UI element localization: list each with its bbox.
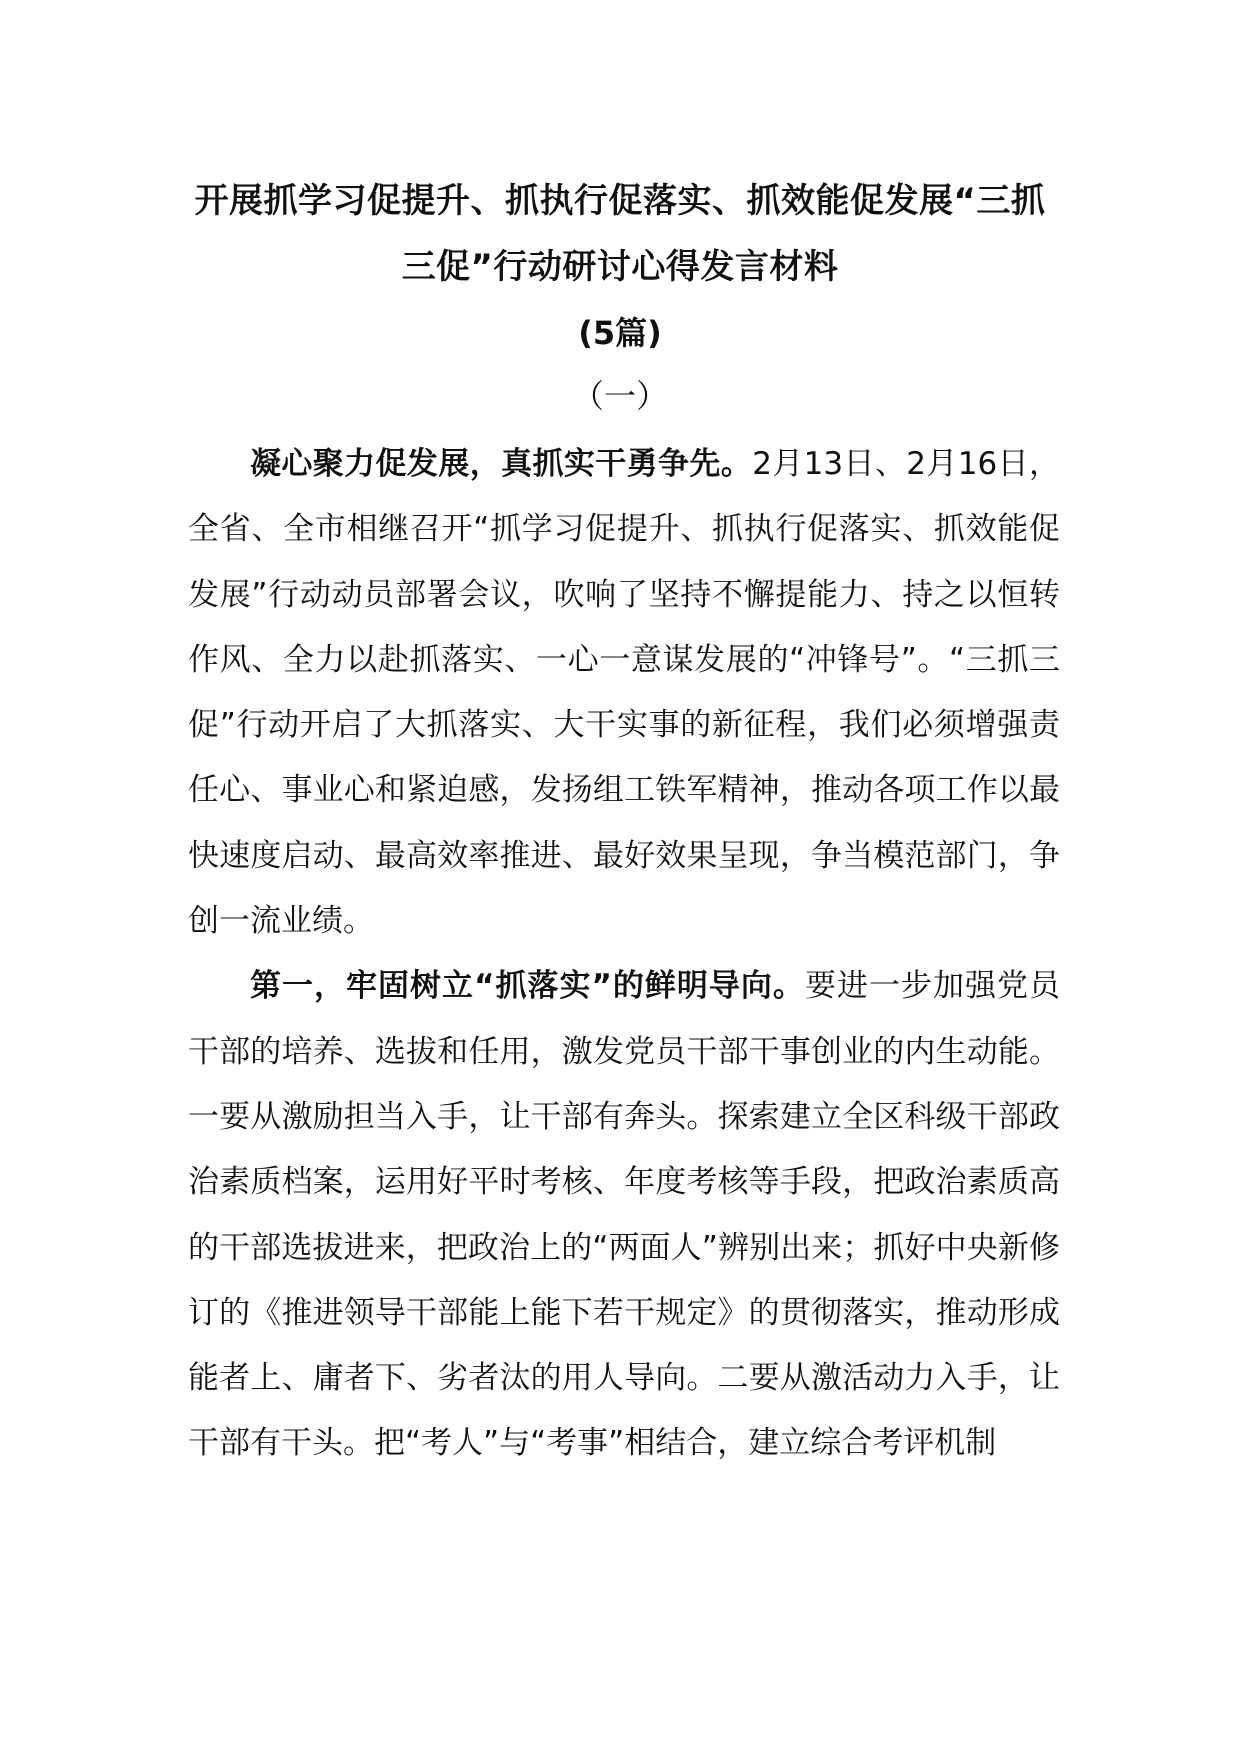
paragraph-2 xyxy=(188,954,1060,1476)
article-count: (5篇) xyxy=(578,314,662,352)
section-number: （一） xyxy=(571,377,668,415)
paragraph-1-lead: 凝心聚力促发展，真抓实干勇争先。 xyxy=(250,446,753,482)
paragraph-2-lead: 第一，牢固树立“抓落实”的鲜明导向。 xyxy=(250,968,805,1005)
body-text xyxy=(188,432,1060,1477)
paragraph-1 xyxy=(188,432,1060,954)
paragraph-2-text: 要进一步加强党员干部的培养、选拔和任用，激发党员干部干事创业的内生动能。一要从激励担当入手，让干部有奔头。探索建立全区科级干部政治素质档案，运用好平时考核、年度考核等手段，把政治素质高的干部选拔进来，把政治上的“两面人”辨别出来；抓好中央新修订的《推进领导干部能上能下若干规定》的贯彻落实，推动形成能者上、庸者下、劣者汰的用人导向。二要从激活动力入手，让干部有干头。把“考人”与“考事”相结合，建立综合考评机制 xyxy=(188,968,1061,1462)
paragraph-1-text: 2月13日、2月16日，全省、全市相继召开“抓学习促提升、抓执行促落实、抓效能促发展”行动动员部署会议，吹响了坚持不懈提能力、持之以恒转作风、全力以赴抓落实、一心一意谋发展的“冲锋号”。“三抓三促”行动开启了大抓落实、大干实事的新征程，我们必须增强责任心、事业心和紧迫感，发扬组工铁军精神，推动各项工作以最快速度启动、最高效率推进、最好效果呈现，争当模范部门，争创一流业绩。 xyxy=(188,446,1061,940)
title-line-2: 三促”行动研讨心得发言材料 xyxy=(401,247,839,287)
document-title xyxy=(160,168,1080,366)
title-line-1: 开展抓学习促提升、抓执行促落实、抓效能促发展“三抓 xyxy=(194,181,1046,221)
